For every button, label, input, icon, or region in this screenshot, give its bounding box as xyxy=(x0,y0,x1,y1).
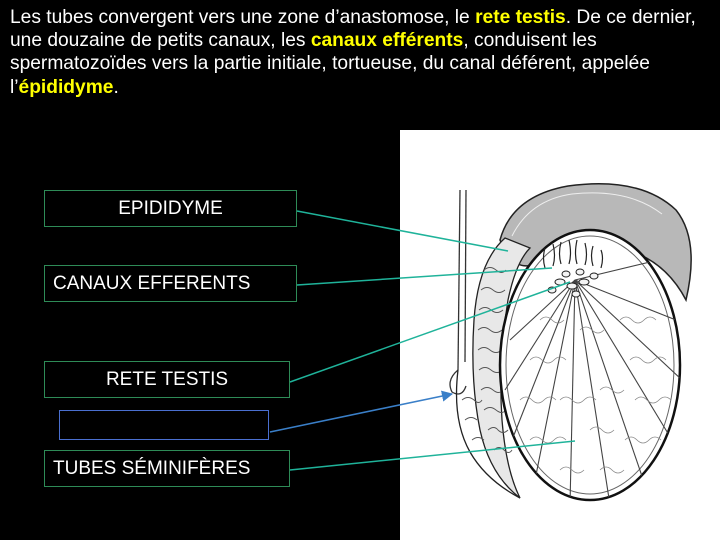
term-canaux-efferents: canaux efférents xyxy=(310,30,464,52)
label-tubes-seminiferes-text: TUBES SÉMINIFÈRES xyxy=(53,457,251,479)
intro-text-1: Les tubes convergent vers une zone d’anastomose, le xyxy=(10,7,476,28)
leader-blank-arrow xyxy=(270,394,452,432)
label-rete-testis-text: RETE TESTIS xyxy=(105,368,229,390)
testis xyxy=(500,230,682,505)
intro-text-3: , conduisent les spermatozoïdes vers la partie initiale, tortueuse, du canal déférent, appelée l’ xyxy=(10,30,650,98)
term-epididyme: épididyme xyxy=(18,76,114,98)
label-epididyme-text: EPIDIDYME xyxy=(118,197,223,219)
leader-epididyme xyxy=(297,211,508,251)
intro-text-2: . De ce dernier, une douzaine de petits canaux, les xyxy=(10,7,696,52)
vas-deferens xyxy=(450,190,466,394)
label-canaux-efferents-text: CANAUX EFFERENTS xyxy=(53,272,251,294)
term-rete-testis: rete testis xyxy=(475,7,566,28)
intro-text-4: . xyxy=(113,76,119,98)
